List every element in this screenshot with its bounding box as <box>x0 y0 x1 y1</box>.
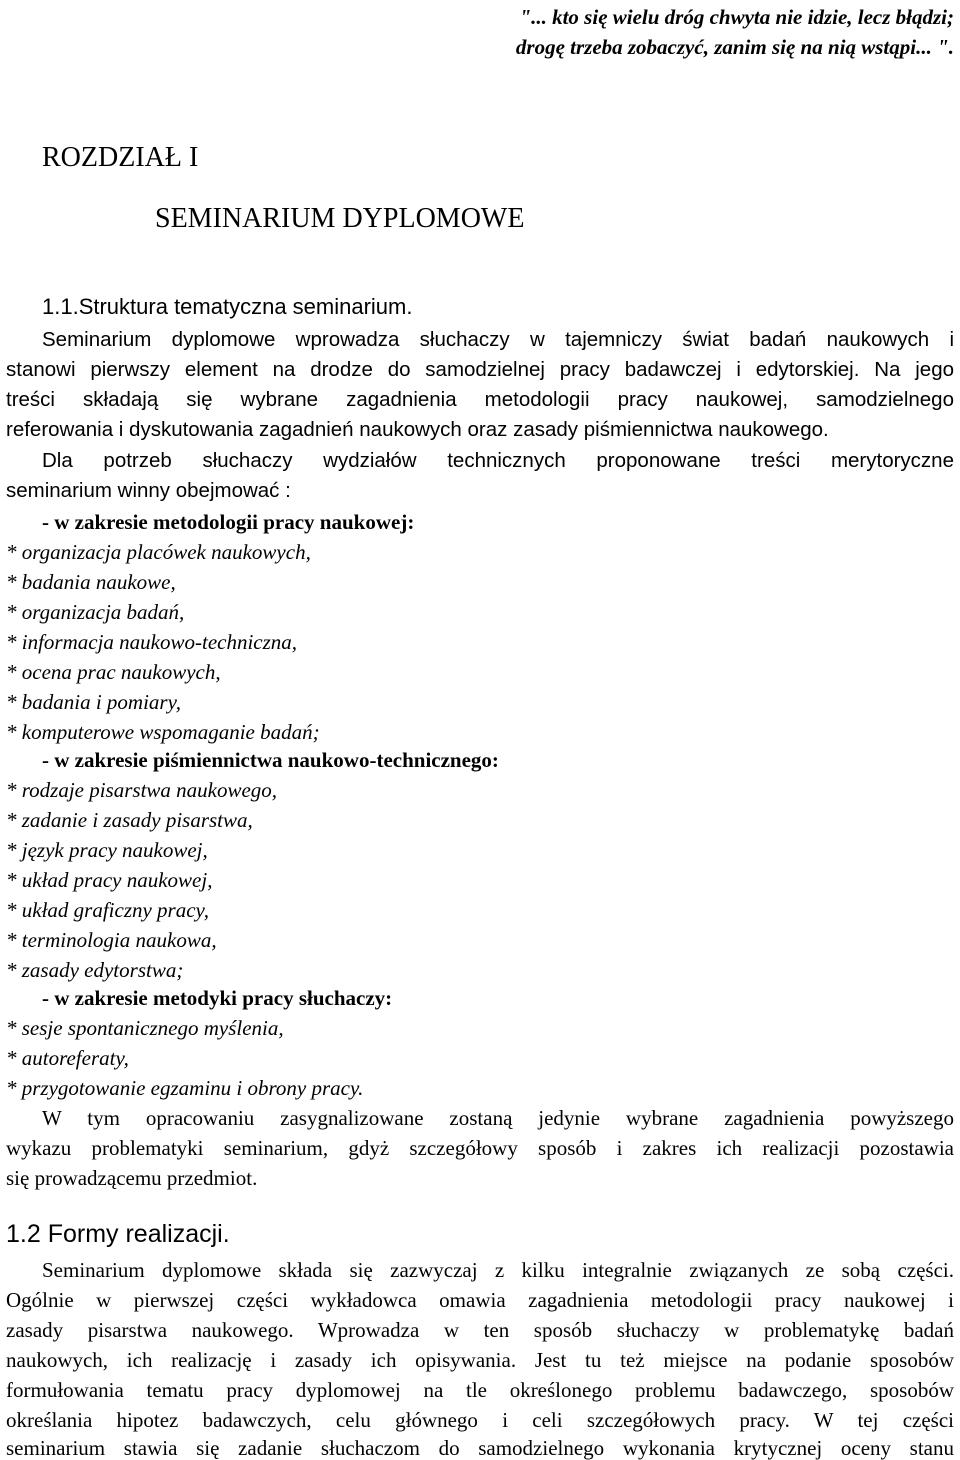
list-item: * komputerowe wspomaganie badań; <box>6 720 320 744</box>
list-item: * ocena prac naukowych, <box>6 660 221 684</box>
epigraph-line-2: drogę trzeba zobaczyć, zanim się na nią wstąpi... ". <box>515 35 954 59</box>
list-item: * organizacja badań, <box>6 600 185 624</box>
paragraph-line: Seminarium dyplomowe wprowadza słuchaczy w tajemniczy świat badań naukowych i <box>42 328 954 351</box>
paragraph-line: Ogólnie w pierwszej części wykładowca omawia zagadnienia metodologii pracy naukowej i <box>6 1288 954 1312</box>
paragraph-line: treści składają się wybrane zagadnienia metodologii pracy naukowej, samodzielnego <box>6 388 954 411</box>
paragraph-line: referowania i dyskutowania zagadnień naukowych oraz zasady piśmiennictwa naukowego. <box>6 418 829 441</box>
list-item: * język pracy naukowej, <box>6 838 208 862</box>
list-item: * układ pracy naukowej, <box>6 868 213 892</box>
paragraph-line: się prowadzącemu przedmiot. <box>6 1166 258 1190</box>
list-item: * terminologia naukowa, <box>6 928 217 952</box>
paragraph-line: formułowania tematu pracy dyplomowej na tle określonego problemu badawczego, sposobów <box>6 1378 954 1402</box>
list-item: * przygotowanie egzaminu i obrony pracy. <box>6 1076 364 1100</box>
paragraph-line: naukowych, ich realizację i zasady ich opisywania. Jest tu też miejsce na podanie sposobów <box>6 1348 954 1372</box>
list-item: * autoreferaty, <box>6 1046 129 1070</box>
paragraph-line: W tym opracowaniu zasygnalizowane zostaną jedynie wybrane zagadnienia powyższego <box>42 1106 954 1130</box>
section-heading-1-2: 1.2 Formy realizacji. <box>6 1220 230 1248</box>
paragraph-line: stanowi pierwszy element na drodze do samodzielnej pracy badawczej i edytorskiej. Na jego <box>6 358 954 381</box>
section-heading-1-1: 1.1.Struktura tematyczna seminarium. <box>42 294 413 319</box>
paragraph-line: zasady pisarstwa naukowego. Wprowadza w ten sposób słuchaczy w problematykę badań <box>6 1318 954 1342</box>
epigraph-line-1: "... kto się wielu dróg chwyta nie idzie, lecz błądzi; <box>519 5 954 29</box>
paragraph-line: Seminarium dyplomowe składa się zazwyczaj z kilku integralnie związanych ze sobą części. <box>42 1258 954 1282</box>
list-group-heading: - w zakresie piśmiennictwa naukowo-technicznego: <box>42 748 499 772</box>
paragraph-line: seminarium winny obejmować : <box>6 479 291 502</box>
paragraph-line: seminarium stawia się zadanie słuchaczom do samodzielnego wykonania krytycznej oceny stanu <box>6 1436 954 1460</box>
list-item: * rodzaje pisarstwa naukowego, <box>6 778 278 802</box>
list-group-heading: - w zakresie metodologii pracy naukowej: <box>42 510 415 534</box>
list-item: * badania naukowe, <box>6 570 176 594</box>
paragraph-line: określania hipotez badawczych, celu głównego i celi szczegółowych pracy. W tej części <box>6 1408 954 1432</box>
list-item: * informacja naukowo-techniczna, <box>6 630 298 654</box>
list-item: * badania i pomiary, <box>6 690 182 714</box>
list-item: * sesje spontanicznego myślenia, <box>6 1016 284 1040</box>
chapter-number: ROZDZIAŁ I <box>42 142 199 173</box>
list-group-heading: - w zakresie metodyki pracy słuchaczy: <box>42 986 393 1010</box>
paragraph-line: wykazu problematyki seminarium, gdyż szczegółowy sposób i zakres ich realizacji pozostawia <box>6 1136 954 1160</box>
list-item: * zasady edytorstwa; <box>6 958 184 982</box>
list-item: * układ graficzny pracy, <box>6 898 209 922</box>
chapter-title: SEMINARIUM DYPLOMOWE <box>155 203 525 234</box>
list-item: * zadanie i zasady pisarstwa, <box>6 808 253 832</box>
list-item: * organizacja placówek naukowych, <box>6 540 311 564</box>
paragraph-line: Dla potrzeb słuchaczy wydziałów technicznych proponowane treści merytoryczne <box>42 449 954 472</box>
